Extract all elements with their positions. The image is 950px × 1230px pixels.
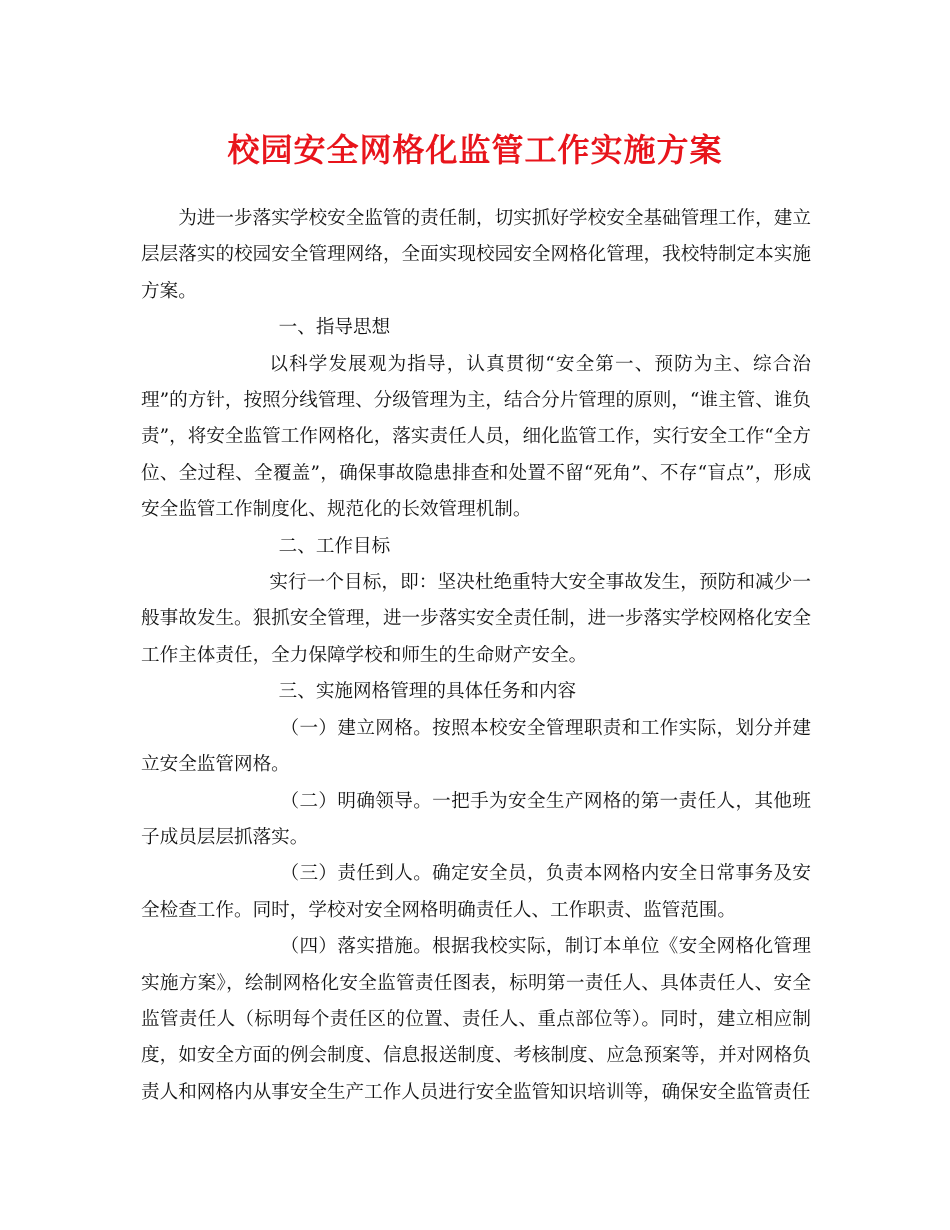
intro-paragraph: 为进一步落实学校安全监管的责任制，切实抓好学校安全基础管理工作，建立层层落实的校园安全管理网络，全面实现校园安全网格化管理，我校特制定本实施方案。 <box>141 208 811 302</box>
section-heading-guiding-ideology: 一、指导思想 <box>278 317 391 339</box>
section-heading-work-goal: 二、工作目标 <box>278 535 391 557</box>
task-item-3: （三）责任到人。确定安全员，负责本网格内安全日常事务及安全检查工作。同时，学校对安全网格明确责任人、工作职责、监管范围。 <box>141 863 811 921</box>
task-item-2: （二）明确领导。一把手为安全生产网格的第一责任人，其他班子成员层层抓落实。 <box>141 790 811 848</box>
document-body <box>141 201 811 1111</box>
task-item-4: （四）落实措施。根据我校实际，制订本单位《安全网格化管理实施方案》，绘制网格化安全监管责任图表，标明第一责任人、具体责任人、安全监管责任人（标明每个责任区的位置、责任人、重点部位等）。同时，建立相应制度，如安全方面的例会制度、信息报送制度、考核制度、应急预案等，并对网格负责人和网格内从事安全生产工作人员进行安全监管知识培训等，确保安全监管责任 <box>141 936 811 1103</box>
section-heading-tasks: 三、实施网格管理的具体任务和内容 <box>278 681 577 703</box>
work-goal-paragraph: 实行一个目标，即：坚决杜绝重特大安全事故发生，预防和减少一般事故发生。狠抓安全管理，进一步落实安全责任制，进一步落实学校网格化安全工作主体责任，全力保障学校和师生的生命财产安全。 <box>141 572 811 666</box>
guiding-ideology-paragraph: 以科学发展观为指导，认真贯彻“安全第一、预防为主、综合治理”的方针，按照分线管理、分级管理为主，结合分片管理的原则，“谁主管、谁负责”，将安全监管工作网格化，落实责任人员，细化监管工作，实行安全工作“全方位、全过程、全覆盖”，确保事故隐患排查和处置不留“死角”、不存“盲点”，形成安全监管工作制度化、规范化的长效管理机制。 <box>141 353 811 521</box>
task-item-1: （一）建立网格。按照本校安全管理职责和工作实际，划分并建立安全监管网格。 <box>141 717 811 776</box>
document-title: 校园安全网格化监管工作实施方案 <box>227 131 723 169</box>
